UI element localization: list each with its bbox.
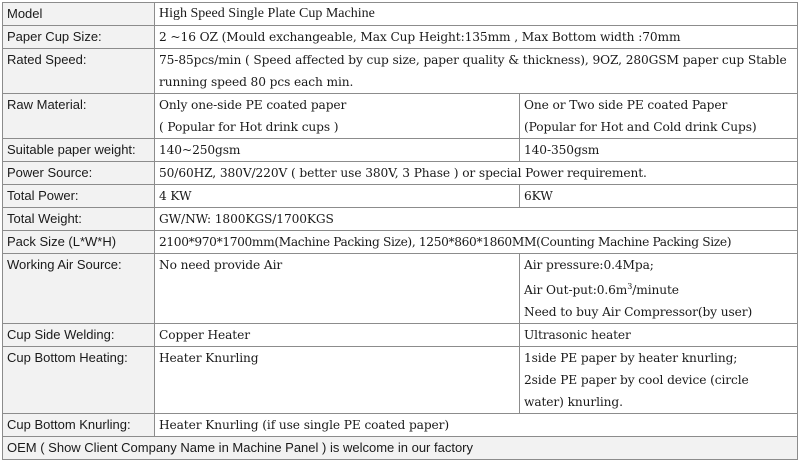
row-value: 75-85pcs/min ( Speed affected by cup size, paper quality & thickness), 9OZ, 280GSM paper cup Stable running speed 80 pcs each min. [155, 49, 798, 94]
row-value: 2 ~16 OZ (Mould exchangeable, Max Cup Height:135mm , Max Bottom width :70mm [155, 26, 798, 49]
air-output-unit: /minute [632, 283, 679, 298]
cell-line: (Popular for Hot and Cold drink Cups) [524, 120, 757, 134]
row-label: Cup Bottom Heating: [3, 347, 155, 414]
row-label: Rated Speed: [3, 49, 155, 94]
row-value: 50/60HZ, 380V/220V ( better use 380V, 3 Phase ) or special Power requirement. [155, 162, 798, 185]
cell-line: Air pressure:0.4Mpa; [524, 258, 654, 272]
cell-line: 2side PE paper by cool device (circle [524, 373, 749, 388]
row-label: Paper Cup Size: [3, 26, 155, 49]
row-value-option-1: No need provide Air [155, 254, 520, 324]
row-value-option-1: Copper Heater [155, 324, 520, 347]
oem-note: OEM ( Show Client Company Name in Machine Panel ) is welcome in our factory [3, 437, 798, 460]
row-value: Heater Knurling (if use single PE coated paper) [155, 414, 798, 437]
row-value-option-2 [520, 254, 798, 324]
table-row-paper-weight [3, 139, 798, 162]
spec-table [2, 2, 798, 460]
row-value-option-1: 4 KW [155, 185, 520, 208]
row-label: Raw Material: [3, 94, 155, 139]
table-row-oem [3, 437, 798, 460]
row-label: Suitable paper weight: [3, 139, 155, 162]
row-label: Cup Side Welding: [3, 324, 155, 347]
row-label: Total Power: [3, 185, 155, 208]
table-row-air-source [3, 254, 798, 324]
table-row-total-weight [3, 208, 798, 231]
cell-line: 1side PE paper by heater knurling; [524, 351, 738, 366]
table-row-total-power [3, 185, 798, 208]
cell-line [524, 276, 793, 301]
row-label: Working Air Source: [3, 254, 155, 324]
row-value-option-2: Ultrasonic heater [520, 324, 798, 347]
row-value-option-2 [520, 94, 798, 139]
row-label: Pack Size (L*W*H) [3, 231, 155, 254]
table-row-side-welding [3, 324, 798, 347]
cell-line: ( Popular for Hot drink cups ) [159, 120, 339, 134]
row-value: GW/NW: 1800KGS/1700KGS [155, 208, 798, 231]
table-row-pack-size [3, 231, 798, 254]
row-value-option-2 [520, 347, 798, 414]
table-row-paper-cup-size [3, 26, 798, 49]
cell-line: Only one-side PE coated paper [159, 98, 347, 112]
row-label: Power Source: [3, 162, 155, 185]
row-label: Cup Bottom Knurling: [3, 414, 155, 437]
row-value-option-1: Heater Knurling [155, 347, 520, 414]
row-value-option-1: 140~250gsm [155, 139, 520, 162]
row-label: Total Weight: [3, 208, 155, 231]
air-output-text: Air Out-put:0.6m [524, 283, 628, 298]
table-row-raw-material [3, 94, 798, 139]
table-row-power-source [3, 162, 798, 185]
row-value-option-1 [155, 94, 520, 139]
cell-line: One or Two side PE coated Paper [524, 98, 728, 112]
row-value-option-2: 6KW [520, 185, 798, 208]
table-row-bottom-heating [3, 347, 798, 414]
cell-line: Need to buy Air Compressor(by user) [524, 305, 753, 320]
table-row-rated-speed [3, 49, 798, 94]
row-value-option-2: 140-350gsm [520, 139, 798, 162]
cell-line: water) knurling. [524, 395, 623, 410]
superscript-3: 3 [627, 282, 633, 291]
table-row-bottom-knurling [3, 414, 798, 437]
table-row-model [3, 3, 798, 26]
row-label: Model [3, 3, 155, 26]
row-value: High Speed Single Plate Cup Machine [155, 3, 798, 26]
row-value: 2100*970*1700mm(Machine Packing Size), 1250*860*1860MM(Counting Machine Packing Size) [155, 231, 798, 254]
